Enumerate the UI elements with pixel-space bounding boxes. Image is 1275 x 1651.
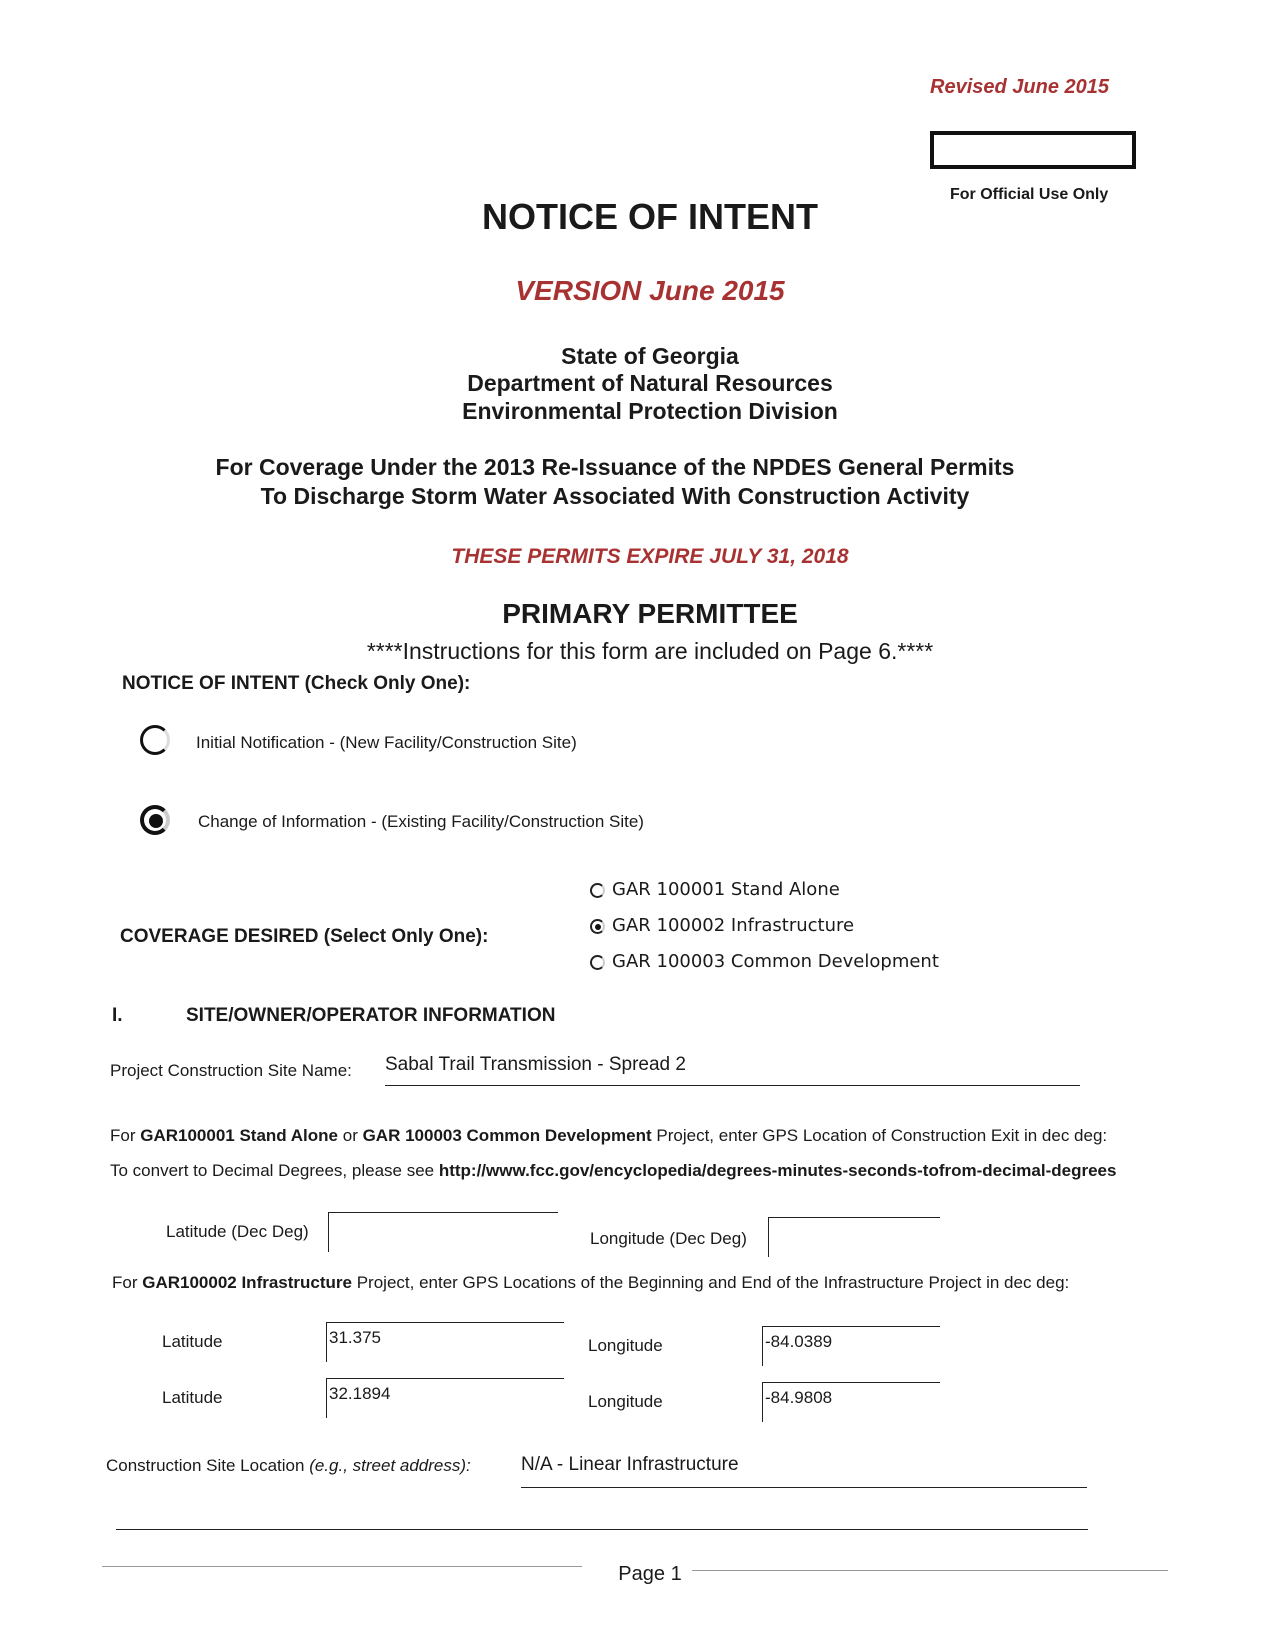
radio-selected-dot — [595, 924, 601, 930]
end-latitude-label: Latitude — [162, 1388, 223, 1407]
form-title: NOTICE OF INTENT — [482, 196, 818, 237]
longitude-dec-input[interactable] — [768, 1217, 940, 1257]
longitude-dec-label: Longitude (Dec Deg) — [590, 1229, 747, 1248]
begin-longitude-label: Longitude — [588, 1336, 663, 1355]
latitude-dec-label: Latitude (Dec Deg) — [166, 1222, 309, 1241]
radio-selected-dot — [149, 814, 163, 828]
fcc-link: http://www.fcc.gov/encyclopedia/degrees-minutes-seconds-tofrom-decimal-degrees — [438, 1161, 1117, 1180]
form-version: VERSION June 2015 — [515, 275, 785, 306]
end-longitude-input[interactable]: -84.9808 — [762, 1382, 940, 1422]
noi-change-radio[interactable] — [140, 805, 170, 835]
site-location-field[interactable] — [521, 1487, 1087, 1488]
begin-longitude-input[interactable]: -84.0389 — [762, 1326, 940, 1366]
site-name-label: Project Construction Site Name: — [110, 1061, 352, 1080]
section-title: SITE/OWNER/OPERATOR INFORMATION — [186, 1005, 556, 1026]
coverage-heading-line2: To Discharge Storm Water Associated With Construction Activity — [260, 483, 970, 509]
permit-expiration: THESE PERMITS EXPIRE JULY 31, 2018 — [451, 545, 849, 568]
latitude-dec-input[interactable] — [328, 1212, 558, 1252]
noi-type-label: NOTICE OF INTENT (Check Only One): — [122, 673, 471, 694]
end-latitude-input[interactable]: 32.1894 — [326, 1378, 564, 1418]
site-location-label: Construction Site Location (e.g., street address): — [106, 1456, 471, 1475]
section-number: I. — [112, 1005, 123, 1026]
begin-latitude-input[interactable]: 31.375 — [326, 1322, 564, 1362]
noi-change-label: Change of Information - (Existing Facility/Construction Site) — [198, 812, 644, 831]
noi-initial-radio[interactable] — [140, 725, 170, 755]
infrastructure-instructions: For GAR100002 Infrastructure Project, enter GPS Locations of the Beginning and End of the Infrastructure Project in dec deg: — [112, 1273, 1070, 1292]
coverage-infrastructure-label: GAR 100002 Infrastructure — [612, 915, 855, 936]
coverage-infrastructure-radio[interactable] — [590, 919, 605, 934]
coverage-common-radio[interactable] — [590, 955, 605, 970]
site-name-field[interactable] — [385, 1085, 1080, 1086]
coverage-standalone-radio[interactable] — [590, 883, 605, 898]
agency-state: State of Georgia — [561, 343, 739, 369]
page-number: Page 1 — [618, 1563, 682, 1585]
gps-instructions: For GAR100001 Stand Alone or GAR 100003 Common Development Project, enter GPS Location of Construction Exit in dec deg: — [110, 1126, 1108, 1145]
official-use-box — [930, 131, 1136, 169]
revised-date: Revised June 2015 — [930, 76, 1109, 98]
site-location-value: N/A - Linear Infrastructure — [521, 1454, 739, 1475]
agency-division: Environmental Protection Division — [462, 398, 838, 424]
convert-instructions: To convert to Decimal Degrees, please see http://www.fcc.gov/encyclopedia/degrees-minutes-seconds-tofrom-decimal-degrees — [110, 1161, 1117, 1180]
instructions-note: ****Instructions for this form are included on Page 6.**** — [366, 638, 934, 664]
agency-department: Department of Natural Resources — [467, 370, 833, 396]
official-use-label: For Official Use Only — [950, 186, 1109, 203]
coverage-common-label: GAR 100003 Common Development — [612, 951, 939, 972]
noi-initial-label: Initial Notification - (New Facility/Construction Site) — [196, 733, 577, 752]
permittee-heading: PRIMARY PERMITTEE — [502, 598, 798, 629]
coverage-desired-label: COVERAGE DESIRED (Select Only One): — [120, 926, 489, 947]
site-name-value: Sabal Trail Transmission - Spread 2 — [385, 1054, 686, 1075]
coverage-heading-line1: For Coverage Under the 2013 Re-Issuance of the NPDES General Permits — [215, 454, 1015, 480]
coverage-standalone-label: GAR 100001 Stand Alone — [612, 879, 840, 900]
end-longitude-label: Longitude — [588, 1392, 663, 1411]
begin-latitude-label: Latitude — [162, 1332, 223, 1351]
site-location-field-line2[interactable] — [116, 1529, 1088, 1530]
